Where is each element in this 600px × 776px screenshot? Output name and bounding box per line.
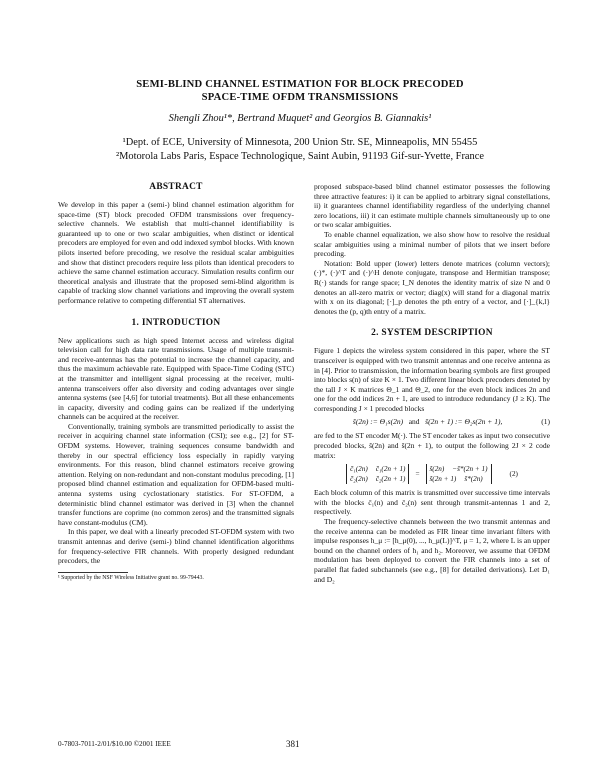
- intro-paragraph-2: Conventionally, training symbols are transmitted periodically to assist the receiver in acquiring channel state information (CSI); see e.g., [2] for ST-OFDM systems. However, training sequences consume bandwidth and thereby in our spectral efficiency loss especially in rapidly varying environments. For this reason, blind channel estimators receive growing attention. Relying on non-redundant and non-constant modulus precoding, [1] proposed blind channel estimation and equalization for OFDM-based multi-antenna systems using cyclostationary statistics. For ST-OFDM, a deterministic blind channel estimator was derived in [3] when the channel transfer functions are coprime (no common zeros) and the transmitted signals have constant-modulus (CM).: [58, 421, 294, 527]
- page-number: 381: [286, 739, 300, 749]
- matrix-entry: c̄₂(2n + 1): [375, 475, 406, 484]
- author-list: Shengli Zhou¹*, Bertrand Muquet² and Georgios B. Giannakis¹: [168, 113, 432, 124]
- intro-continuation: proposed subspace-based blind channel estimator possesses the following three attractive features: i) it can be applied to arbitrary signal constellations, ii) it guarantees channel identifiability regardless of the underlying channel zero locations, iii) it can estimate multiple channels simultaneously up to one or two scalar ambiguities.: [314, 182, 550, 230]
- system-paragraph-1: Figure 1 depicts the wireless system considered in this paper, where the ST transceiver is equipped with two transmit antennas and one receive antenna as in [4]. Prior to transmission, the information bearing symbols are first grouped into blocks s(n) of size K × 1. Two different linear block precoders denoted by the tall J × K matrices Θ_1 and Θ_2, one for the even block indices 2n and one for the odd indices 2n + 1, are used to introduce redundancy (J ≥ K). The corresponding J × 1 precoded blocks: [314, 346, 550, 413]
- system-paragraph-3: Each block column of this matrix is transmitted over successive time intervals with the blocks c̄₁(n) and c̄₂(n) sent through transmit-antennas 1 and 2, respectively.: [314, 488, 550, 517]
- copyright-line: 0-7803-7011-2/01/$10.00 ©2001 IEEE: [58, 740, 171, 748]
- introduction-heading: 1. INTRODUCTION: [131, 317, 221, 328]
- system-paragraph-4: The frequency-selective channels between the two transmit antennas and the receive antenna can be modeled as FIR linear time invariant filters with impulse responses h_μ := [h_μ(0), ..., h_μ(L)]^T, μ = 1, 2, where L is an upper bound on the channel orders of h₁ and h₂. Moreover, we assume that OFDM modulation has been deployed to convert the FIR channels into a set of parallel flat faded subchannels (see e.g., [8] for detailed derivations). Let D₁ and D₂: [314, 517, 550, 584]
- matrix-entry: c̄₁(2n): [350, 465, 368, 474]
- pilots-paragraph: To enable channel equalization, we also show how to resolve the residual scalar ambiguities using a minimal number of pilots that we insert before precoding.: [314, 229, 550, 259]
- matrix-entry: −s̃*(2n + 1): [452, 465, 488, 474]
- system-paragraph-2: are fed to the ST encoder M(·). The ST encoder takes as input two consecutive precoded blocks, s̃(2n) and s̃(2n + 1), to output the following 2J × 2 code matrix:: [314, 431, 550, 460]
- equation-1: [314, 417, 550, 427]
- notation-paragraph: Notation: Bold upper (lower) letters denote matrices (column vectors); (·)*, (·)^T and (·)^H denote conjugate, transpose and Hermitian transpose; R(·) stands for range space; I_N denotes the identity matrix of size N and 0 denotes an all-zero matrix or vector; diag(x) will stand for a diagonal matrix with x on its diagonal; [·]_p denotes the pth entry of a vector, and [·]_{k,l} denotes the (p, q)th entry of a matrix.: [314, 258, 550, 316]
- matrix-entry: s̃*(2n): [464, 475, 483, 484]
- system-description-heading: 2. SYSTEM DESCRIPTION: [371, 328, 493, 339]
- equation-2-number: (2): [509, 470, 518, 479]
- equation-1-right: s̃(2n + 1) := Θ₂s(2n + 1),: [425, 417, 503, 427]
- paper-title: [60, 78, 540, 104]
- equals-sign: =: [415, 470, 420, 479]
- abstract-heading: ABSTRACT: [149, 182, 203, 192]
- abstract-text: We develop in this paper a (semi-) blind channel estimation algorithm for space-time (ST) block precoded OFDM transmissions over frequency-selective channels. We establish that multi-channel identifiability is guaranteed up to one or two scalar ambiguities, when distinct or identical precoders are employed for even and odd indexed symbol blocks. With known pilots inserted before precoding, we resolve the residual scalar ambiguities and show that distinct precoders require less pilots than identical precoders to achieve the same channel estimation accuracy. Simulation results confirm our theoretical analysis and illustrate that the proposed semi-blind algorithm is capable of tracking slow channel variations and improving the overall system performance relative to competing differential ST alternatives.: [58, 200, 294, 305]
- left-column: [58, 182, 294, 582]
- matrix-entry: s̃(2n): [429, 465, 445, 474]
- footnote-divider: [58, 572, 128, 573]
- equation-1-left: s̃(2n) := Θ₁s(2n): [352, 417, 404, 427]
- affiliation-1: ¹Dept. of ECE, University of Minnesota, 200 Union Str. SE, Minneapolis, MN 55455: [122, 137, 478, 148]
- matrix-entry: c̄₂(2n): [350, 475, 368, 484]
- equation-1-number: (1): [541, 417, 550, 427]
- title-line-1: SEMI-BLIND CHANNEL ESTIMATION FOR BLOCK PRECODED: [136, 79, 464, 90]
- funding-footnote: ¹ Supported by the NSF Wireless Initiative grant no. 99-79443.: [58, 574, 204, 581]
- code-matrix-left: [346, 464, 409, 484]
- intro-paragraph-3: In this paper, we deal with a linearly precoded ST-OFDM system with two transmit antennas and derive (semi-) blind channel identification algorithms for frequency-selective FIR channels. With properly designed redundant precoders, the: [58, 527, 294, 566]
- equation-1-and: and: [408, 417, 420, 427]
- matrix-entry: c̄₁(2n + 1): [375, 465, 406, 474]
- affiliation-2: ²Motorola Labs Paris, Espace Technologique, Saint Aubin, 91193 Gif-sur-Yvette, France: [116, 151, 484, 162]
- title-line-2: SPACE-TIME OFDM TRANSMISSIONS: [201, 92, 399, 103]
- matrix-entry: s̃(2n + 1): [429, 475, 457, 484]
- intro-paragraph-1: New applications such as high speed Internet access and wireless digital television call for high data rate transmissions. Usage of multiple transmit- and receive-antennas has the potential to increase the channel capacity, and thus the maximum achievable rate. Equipped with Space-Time Coding (STC) at the transmitter and intelligent signal processing at the receiver, multi-antenna transceivers offer also diversity and coding advantages over single antenna systems (see [4,6] for tutorial treatments). But all these enhancements in capacity, diversity and coding gains can be realized if the underlying channels can be acquired at the receiver.: [58, 335, 294, 422]
- right-column: [314, 182, 550, 584]
- equation-2: [314, 464, 550, 484]
- code-matrix-right: [426, 464, 492, 484]
